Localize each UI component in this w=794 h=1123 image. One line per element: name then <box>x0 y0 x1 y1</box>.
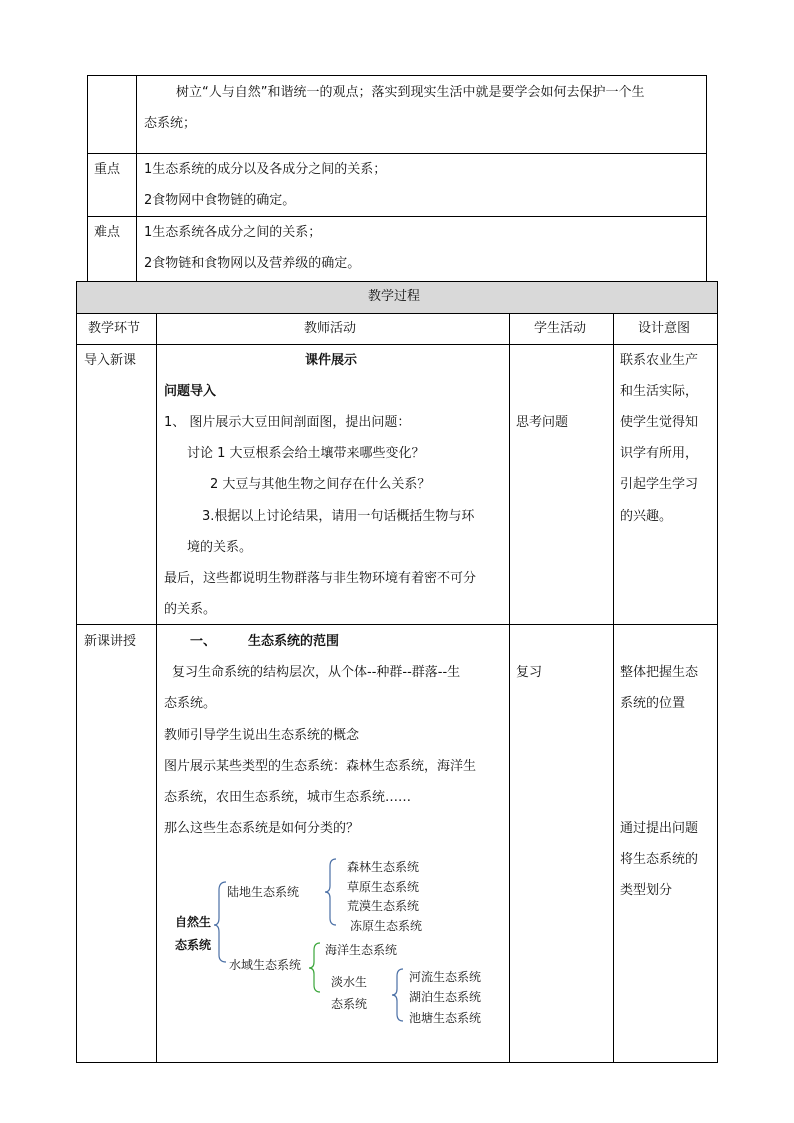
goal-text-line1: 树立“人与自然”和谐统一的观点；落实到现实生活中就是要学会如何去保护一个生 <box>176 85 645 100</box>
diagram-fresh-line2: 态系统 <box>331 997 368 1011</box>
row1-stage: 导入新课 <box>84 353 137 368</box>
diagram-water: 水域生态系统 <box>229 958 302 972</box>
row2-intent-a-line: 系统的位置 <box>620 696 686 711</box>
diagram-fresh-child: 河流生态系统 <box>409 970 482 984</box>
row2-teacher-line: 复习生命系统的结构层次，从个体--种群--群落--生 <box>172 665 461 680</box>
row2-teacher-line: 图片展示某些类型的生态系统：森林生态系统，海洋生 <box>164 759 477 774</box>
brace-fresh <box>392 969 403 1021</box>
row1-teacher-line: 的关系。 <box>164 602 217 617</box>
diagram-land-child: 草原生态系统 <box>347 880 420 894</box>
diagram-land-child: 冻原生态系统 <box>350 919 423 933</box>
row2-intent-b-line: 类型划分 <box>620 883 673 898</box>
row2-section-title: 生态系统的范围 <box>248 634 340 649</box>
col-header-stage: 教学环节 <box>88 321 141 336</box>
diagram-root-line2: 态系统 <box>175 938 212 952</box>
diagram-land-child: 荒漠生态系统 <box>347 899 420 913</box>
row2-intent-b-line: 将生态系统的 <box>620 852 699 867</box>
brace-water <box>309 943 320 992</box>
diagram-root-line1: 自然生 <box>175 915 212 929</box>
difficult-label: 难点 <box>94 225 121 240</box>
row1-teacher-line: 3.根据以上讨论结果，请用一句话概括生物与环 <box>202 509 475 524</box>
row2-intent-a-line: 整体把握生态 <box>620 665 699 680</box>
row1-teacher-line: 最后，这些都说明生物群落与非生物环境有着密不可分 <box>164 571 477 586</box>
col-header-intent: 设计意图 <box>638 321 691 336</box>
col-header-student: 学生活动 <box>534 321 587 336</box>
row1-intent-line: 识学有所用， <box>620 446 699 461</box>
diagram-land-child: 森林生态系统 <box>347 860 420 874</box>
goal-text-line2: 态系统； <box>144 116 197 131</box>
row2-teacher-line: 态系统。 <box>164 696 217 711</box>
row1-teacher-title: 课件展示 <box>305 353 358 368</box>
difficult-item-1: 1生态系统各成分之间的关系； <box>144 225 322 240</box>
row2-teacher-line: 那么这些生态系统是如何分类的？ <box>164 821 360 836</box>
row1-teacher-line: 讨论 1 大豆根系会给土壤带来哪些变化？ <box>187 446 425 461</box>
row1-teacher-line: 1、 图片展示大豆田间剖面图，提出问题： <box>164 415 411 430</box>
key-item-1: 1生态系统的成分以及各成分之间的关系； <box>144 162 387 177</box>
row2-teacher-line: 态系统，农田生态系统，城市生态系统…… <box>164 790 412 805</box>
row1-intent-line: 使学生觉得知 <box>620 415 699 430</box>
row1-teacher-line: 境的关系。 <box>187 540 253 555</box>
brace-root <box>214 882 226 962</box>
row2-intent-b-line: 通过提出问题 <box>620 821 699 836</box>
difficult-item-2: 2食物链和食物网以及营养级的确定。 <box>144 256 361 271</box>
row1-intent-line: 联系农业生产 <box>620 353 699 368</box>
diagram-land: 陆地生态系统 <box>227 885 300 899</box>
diagram-fresh-child: 池塘生态系统 <box>409 1011 482 1025</box>
row1-intent-line: 和生活实际， <box>620 384 699 399</box>
row1-teacher-subtitle: 问题导入 <box>164 384 217 399</box>
row2-student: 复习 <box>516 665 543 680</box>
row2-teacher-line: 教师引导学生说出生态系统的概念 <box>164 728 360 743</box>
brace-land <box>325 859 336 925</box>
row1-intent-line: 的兴趣。 <box>620 509 673 524</box>
process-header: 教学过程 <box>368 289 421 304</box>
key-label: 重点 <box>94 162 121 177</box>
diagram-fresh-line1: 淡水生 <box>331 975 368 989</box>
row1-student: 思考问题 <box>516 415 569 430</box>
col-header-teacher: 教师活动 <box>304 321 357 336</box>
diagram-fresh-child: 湖泊生态系统 <box>409 990 482 1004</box>
row2-section-num: 一、 <box>190 634 217 649</box>
row1-teacher-line: 2 大豆与其他生物之间存在什么关系？ <box>210 477 431 492</box>
row2-stage: 新课讲授 <box>84 634 137 649</box>
key-item-2: 2食物网中食物链的确定。 <box>144 193 296 208</box>
diagram-ocean: 海洋生态系统 <box>325 943 398 957</box>
row1-intent-line: 引起学生学习 <box>620 477 699 492</box>
